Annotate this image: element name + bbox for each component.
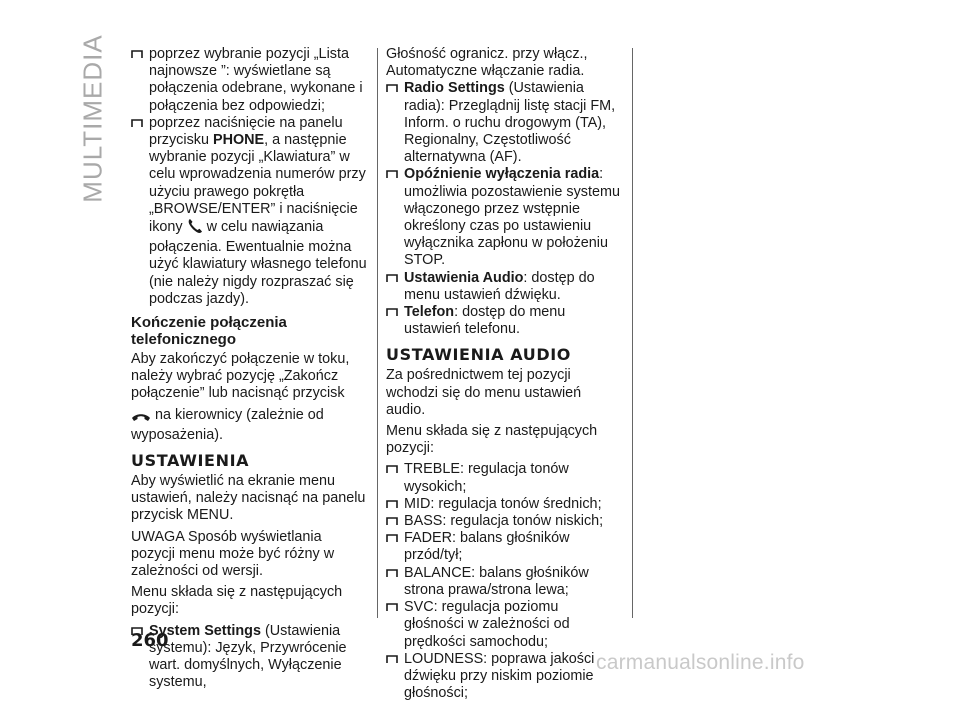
paragraph <box>131 407 369 444</box>
square-bullet-icon <box>386 274 399 283</box>
section-tab <box>77 33 108 203</box>
list-item-text: SVC: regulacja poziomu głośności w zależności od prędkości samochodu; <box>404 599 570 650</box>
list-item <box>386 461 622 495</box>
square-bullet-icon <box>386 534 399 543</box>
page-number: 260 <box>131 630 169 651</box>
list-item <box>386 304 622 338</box>
phone-call-icon <box>187 218 203 239</box>
text-run: na kierownicy (zależnie od wyposażenia). <box>131 406 324 443</box>
square-bullet-icon <box>386 655 399 664</box>
list-item-text: poprzez wybranie pozycji „Lista najnowsze ”: wyświetlane są połączenia odebrane, wykonane i połączenia bez odpowiedzi; <box>149 46 363 114</box>
phone-end-icon <box>131 410 151 427</box>
paragraph: Menu składa się z następujących pozycji: <box>131 584 343 618</box>
column-divider <box>632 48 633 618</box>
square-bullet-icon <box>386 569 399 578</box>
text-run: : dostęp do menu ustawień dźwięku. <box>404 269 595 303</box>
list-item-text: FADER: balans głośników przód/tył; <box>404 530 570 564</box>
text-run: (Ustawienia systemu): Język, Przywrócenie wart. domyślnych, Wyłączenie systemu, <box>149 622 347 691</box>
text-run: : umożliwia pozostawienie systemu włączonego przez wstępnie określony czas po ustawieniu wyłącznika zapłonu w położeniu STOP. <box>404 166 620 269</box>
square-bullet-icon <box>386 84 399 93</box>
list-item <box>131 115 369 308</box>
item-title: Opóźnienie wyłączenia radia <box>404 166 600 183</box>
list-item <box>386 166 622 269</box>
item-title: Ustawienia Audio <box>404 269 524 286</box>
list-item-text <box>149 623 369 692</box>
list-item <box>386 513 622 530</box>
square-bullet-icon <box>386 170 399 179</box>
list-item-text: TREBLE: regulacja tonów wysokich; <box>404 461 569 495</box>
item-title: Telefon <box>404 304 455 321</box>
list-item <box>386 80 622 166</box>
list-item-text <box>149 115 369 308</box>
left-column <box>131 46 369 692</box>
list-item <box>386 565 622 599</box>
square-bullet-icon <box>386 500 399 509</box>
square-bullet-icon <box>386 517 399 526</box>
section-tab-label: MULTIMEDIA <box>77 33 108 203</box>
list-item-text <box>404 270 622 304</box>
section-heading: USTAWIENIA <box>131 451 250 471</box>
text-run: poprzez naciśnięcie na panelu przycisku <box>149 114 343 149</box>
paragraph: Za pośrednictwem tej pozycji wchodzi się do menu ustawień audio. <box>386 367 582 418</box>
list-item-text <box>404 304 622 338</box>
text-run: , a następnie wybranie pozycji „Klawiatura” w celu wprowadzenia numerów przy użyciu prawego pokrętła „BROWSE/ENTER” i naciśnięcie ikony <box>149 132 366 236</box>
paragraph: Aby wyświetlić na ekranie menu ustawień, należy nacisnąć na panelu przycisk MENU. <box>131 473 366 524</box>
column-divider <box>377 48 378 618</box>
list-item <box>131 46 369 115</box>
list-item <box>386 270 622 304</box>
text-run: : dostęp do menu ustawień telefonu. <box>404 304 566 338</box>
item-title: Radio Settings <box>404 80 505 97</box>
square-bullet-icon <box>386 465 399 474</box>
list-item-text: BASS: regulacja tonów niskich; <box>404 513 604 530</box>
list-item-text: LOUDNESS: poprawa jakości dźwięku przy niskim poziomie głośności; <box>404 650 595 702</box>
right-column <box>386 46 622 702</box>
paragraph: UWAGA Sposób wyświetlania pozycji menu może być różny w zależności od wersji. <box>131 528 335 580</box>
square-bullet-icon <box>386 603 399 612</box>
square-bullet-icon <box>131 50 144 59</box>
square-bullet-icon <box>386 308 399 317</box>
list-item-text <box>404 166 622 269</box>
list-item <box>386 651 622 702</box>
text-run: (Ustawienia radia): Przeglądnij listę stacji FM, Inform. o ruchu drogowym (TA), Regionalny, Częstotliwość alternatywna (AF). <box>404 80 616 166</box>
list-item-text: BALANCE: balans głośników strona prawa/strona lewa; <box>404 564 589 598</box>
list-item-text: MID: regulacja tonów średnich; <box>404 495 602 512</box>
paragraph: Głośność ogranicz. przy włącz., Automatyczne włączanie radia. <box>386 46 588 80</box>
text-run: w celu nawiązania połączenia. Ewentualnie można użyć klawiatury własnego telefonu (nie należy nigdy rozpraszać się podczas jazdy). <box>149 219 367 307</box>
square-bullet-icon <box>131 119 144 128</box>
paragraph: Aby zakończyć połączenie w toku, należy wybrać pozycję „Zakończ połączenie” lub nacisnąć przycisk <box>131 351 350 402</box>
list-item <box>386 530 622 564</box>
section-heading: Kończenie połączenia telefonicznego <box>131 314 287 349</box>
phone-key-label: PHONE <box>212 132 265 149</box>
paragraph: Menu składa się z następujących pozycji: <box>386 423 598 457</box>
list-item <box>386 496 622 513</box>
list-item <box>386 599 622 651</box>
item-title: System Settings <box>149 622 261 639</box>
list-item-text <box>404 80 622 166</box>
section-heading: USTAWIENIA AUDIO <box>386 345 571 365</box>
watermark: carmanualsonline.info <box>596 651 805 674</box>
